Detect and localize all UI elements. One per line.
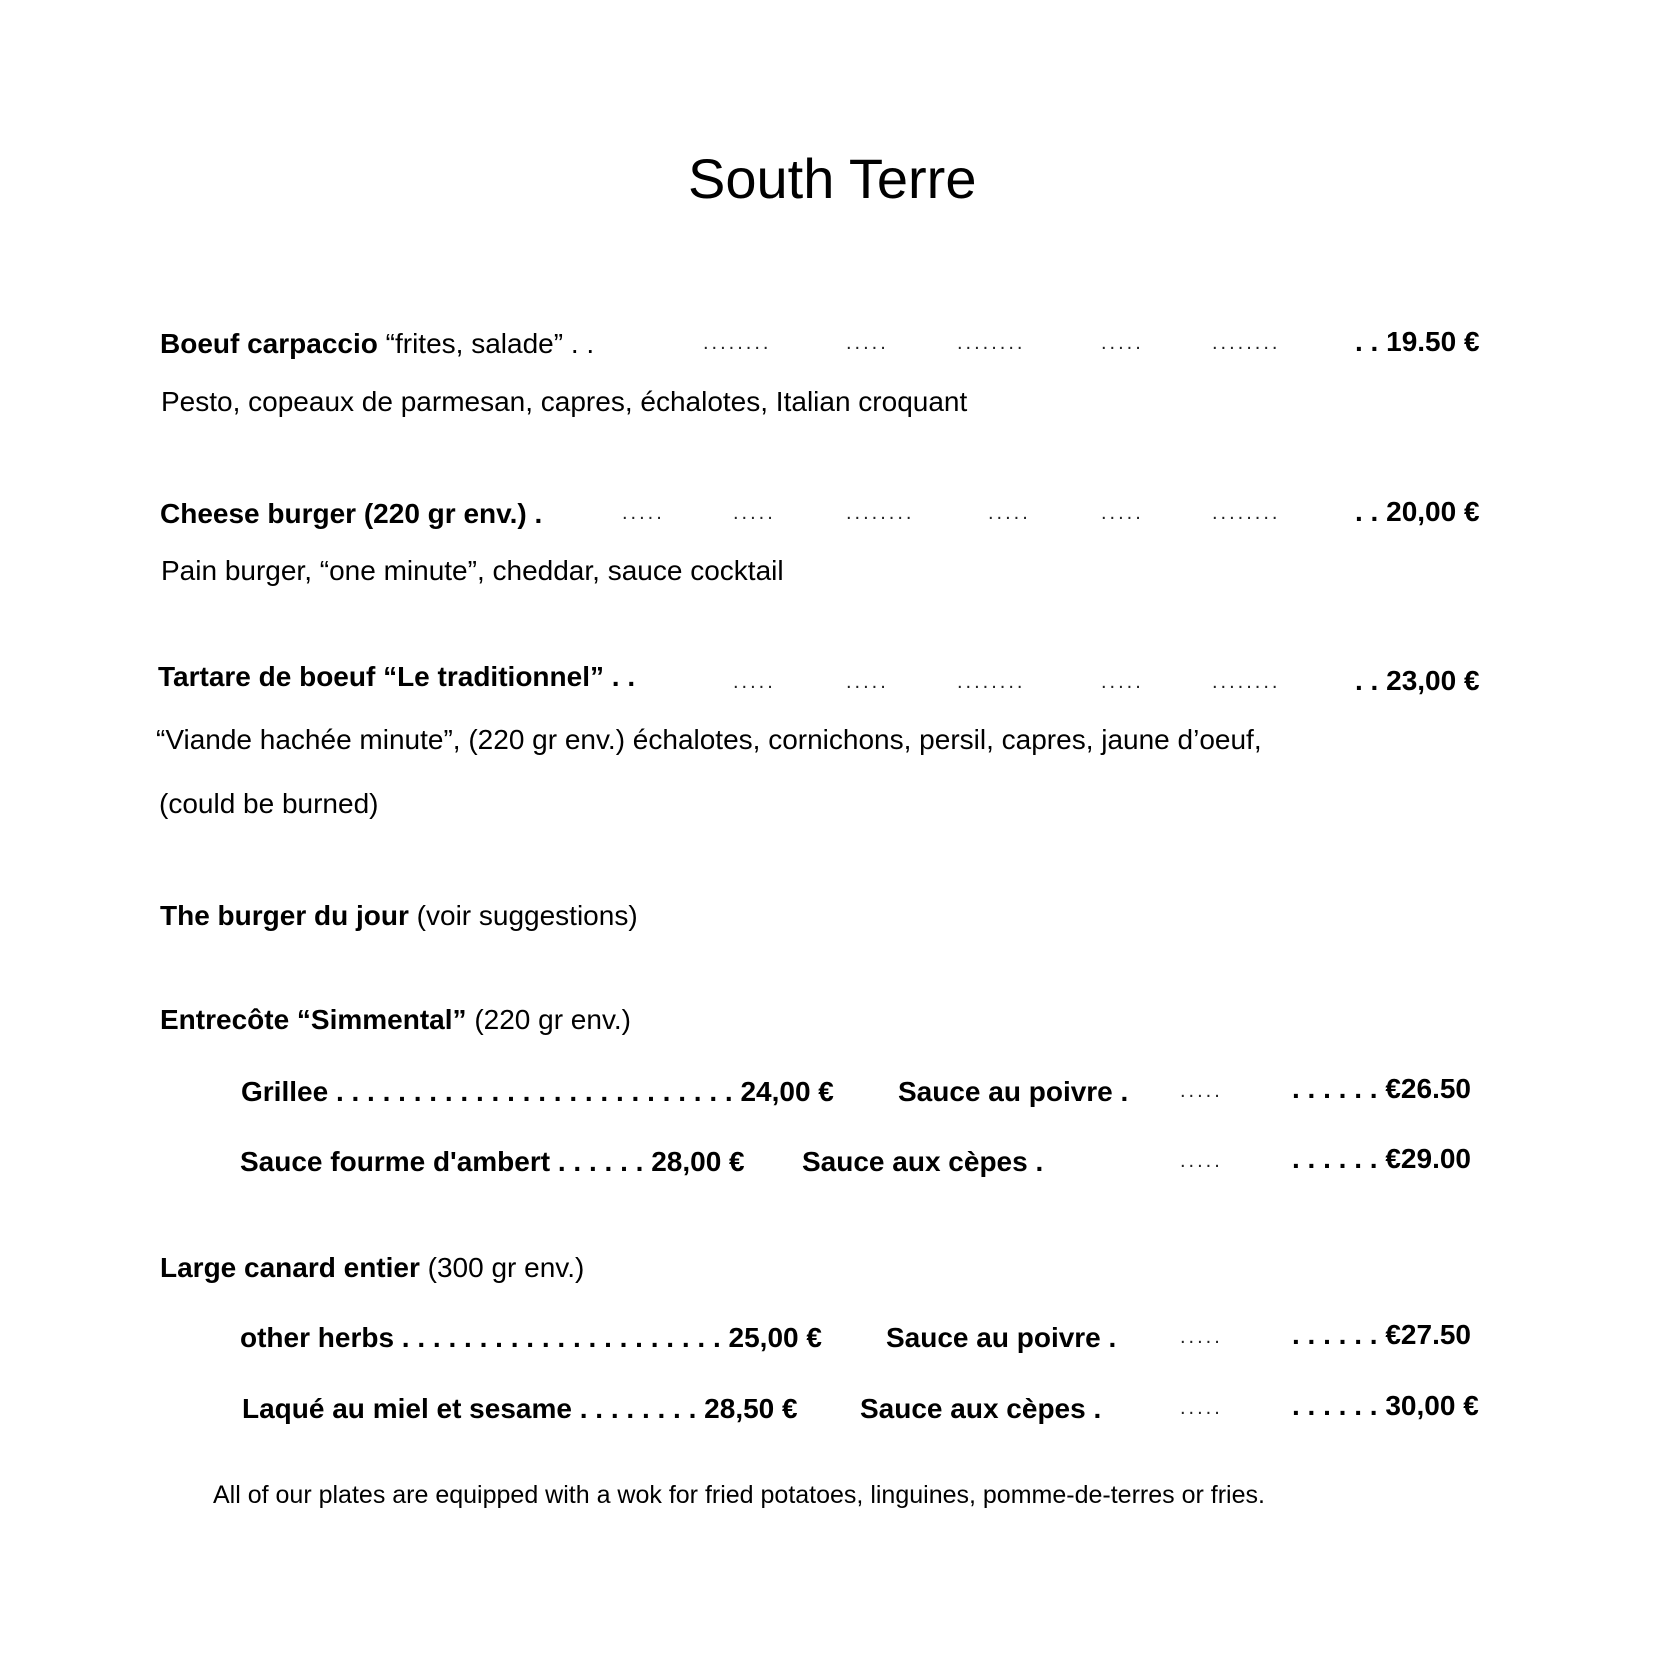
leader-dots: ..... [1180, 1397, 1223, 1419]
item-name-rest: (220 gr env.) [474, 1004, 631, 1035]
option-sauce-cepes: Sauce aux cèpes . [802, 1146, 1044, 1177]
item-description: Pain burger, “one minute”, cheddar, sauce cocktail [161, 555, 784, 586]
option-other-herbs: other herbs . . . . . . . . . . . . . . . . . . . . . 25,00 € [240, 1322, 822, 1353]
option-sauce-poivre: Sauce au poivre . [898, 1076, 1129, 1107]
item-name-bold: Tartare de boeuf “Le traditionnel” . . [158, 661, 636, 692]
option-sauce-cepes: Sauce aux cèpes . [860, 1393, 1102, 1424]
leader-dots: ..... [622, 502, 665, 524]
item-name-rest: “frites, salade” . . [385, 328, 595, 359]
leader-dots: ..... [1101, 332, 1144, 354]
item-price: . . 23,00 € [1355, 665, 1480, 696]
option-price: . . . . . . €29.00 [1292, 1143, 1471, 1174]
item-name-bold: Cheese burger (220 gr env.) . [160, 498, 543, 529]
leader-dots: ..... [1180, 1080, 1223, 1102]
leader-dots: ........ [1212, 671, 1281, 693]
option-price: . . . . . . €27.50 [1292, 1319, 1471, 1350]
item-name-bold: Large canard entier [160, 1252, 420, 1283]
item-name-entrecote [160, 1006, 631, 1034]
option-laque-miel: Laqué au miel et sesame . . . . . . . . 28,50 € [242, 1393, 798, 1424]
item-name-canard [160, 1254, 584, 1282]
leader-dots: ........ [957, 671, 1026, 693]
leader-dots: ........ [1212, 502, 1281, 524]
item-price: . . 19.50 € [1355, 326, 1480, 357]
item-description-note: (could be burned) [159, 788, 379, 819]
item-name-bold: Boeuf carpaccio [160, 328, 378, 359]
item-name-rest: (voir suggestions) [416, 900, 638, 931]
leader-dots: ..... [1180, 1150, 1223, 1172]
leader-dots: ........ [703, 332, 772, 354]
item-name-boeuf-carpaccio [160, 330, 594, 358]
item-description: Pesto, copeaux de parmesan, capres, échalotes, Italian croquant [161, 386, 968, 417]
item-price: . . 20,00 € [1355, 496, 1480, 527]
leader-dots: ........ [957, 332, 1026, 354]
item-description: “Viande hachée minute”, (220 gr env.) échalotes, cornichons, persil, capres, jaune d’oeuf, [156, 724, 1262, 755]
leader-dots: ..... [1180, 1326, 1223, 1348]
item-name-bold: Entrecôte “Simmental” [160, 1004, 467, 1035]
item-name-rest: (300 gr env.) [427, 1252, 585, 1283]
leader-dots: ........ [1212, 332, 1281, 354]
option-price: . . . . . . 30,00 € [1292, 1390, 1479, 1421]
leader-dots: ..... [1101, 502, 1144, 524]
leader-dots: ..... [988, 502, 1031, 524]
leader-dots: ..... [1101, 671, 1144, 693]
option-price: . . . . . . €26.50 [1292, 1073, 1471, 1104]
option-fourme-ambert: Sauce fourme d'ambert . . . . . . 28,00 € [240, 1146, 745, 1177]
item-name-tartare [158, 663, 635, 691]
leader-dots: ..... [846, 671, 889, 693]
item-name-burger-du-jour [160, 902, 638, 930]
item-name-cheese-burger [160, 500, 542, 528]
leader-dots: ..... [733, 671, 776, 693]
menu-title: South Terre [688, 147, 977, 210]
option-grillee: Grillee . . . . . . . . . . . . . . . . . . . . . . . . . . 24,00 € [241, 1076, 834, 1107]
leader-dots: ........ [846, 502, 915, 524]
footer-note: All of our plates are equipped with a wok for fried potatoes, linguines, pomme-de-terres or fries. [213, 1481, 1265, 1509]
item-name-bold: The burger du jour [160, 900, 409, 931]
leader-dots: ..... [846, 332, 889, 354]
option-sauce-poivre: Sauce au poivre . [886, 1322, 1117, 1353]
leader-dots: ..... [733, 502, 776, 524]
